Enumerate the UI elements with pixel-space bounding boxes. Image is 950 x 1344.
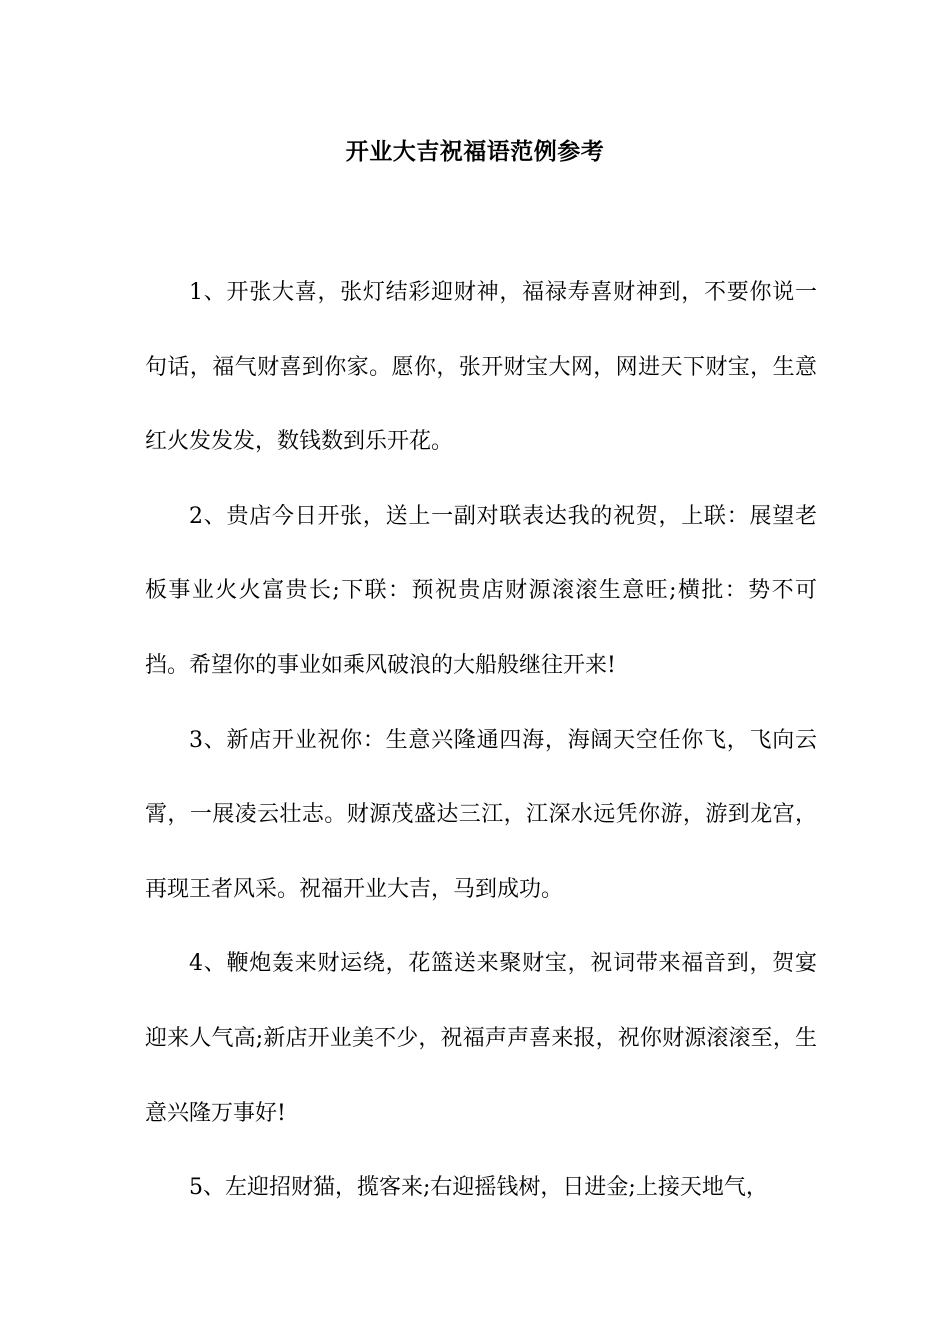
paragraph-3: 3、新店开业祝你：生意兴隆通四海，海阔天空任你飞，飞向云霄，一展凌云壮志。财源茂盛达三江，江深水远凭你游，游到龙宫，再现王者风采。祝福开业大吉，马到成功。 bbox=[145, 727, 817, 902]
paragraph-4: 4、鞭炮轰来财运绕，花篮送来聚财宝，祝词带来福音到，贺宴迎来人气高;新店开业美不少，祝福声声喜来报，祝你财源滚滚至，生意兴隆万事好! bbox=[145, 951, 817, 1126]
paragraph-5: 5、左迎招财猫，揽客来;右迎摇钱树，日进金;上接天地气， bbox=[189, 1175, 768, 1201]
document-title: 开业大吉祝福语范例参考 bbox=[345, 139, 605, 165]
paragraph-1: 1、开张大喜，张灯结彩迎财神，福禄寿喜财神到，不要你说一句话，福气财喜到你家。愿你，张开财宝大网，网进天下财宝，生意红火发发发，数钱数到乐开花。 bbox=[145, 280, 817, 455]
paragraph-2: 2、贵店今日开张，送上一副对联表达我的祝贺，上联：展望老板事业火火富贵长;下联：预祝贵店财源滚滚生意旺;横批：势不可挡。希望你的事业如乘风破浪的大船般继往开来! bbox=[145, 503, 817, 678]
document-body bbox=[145, 256, 817, 1226]
